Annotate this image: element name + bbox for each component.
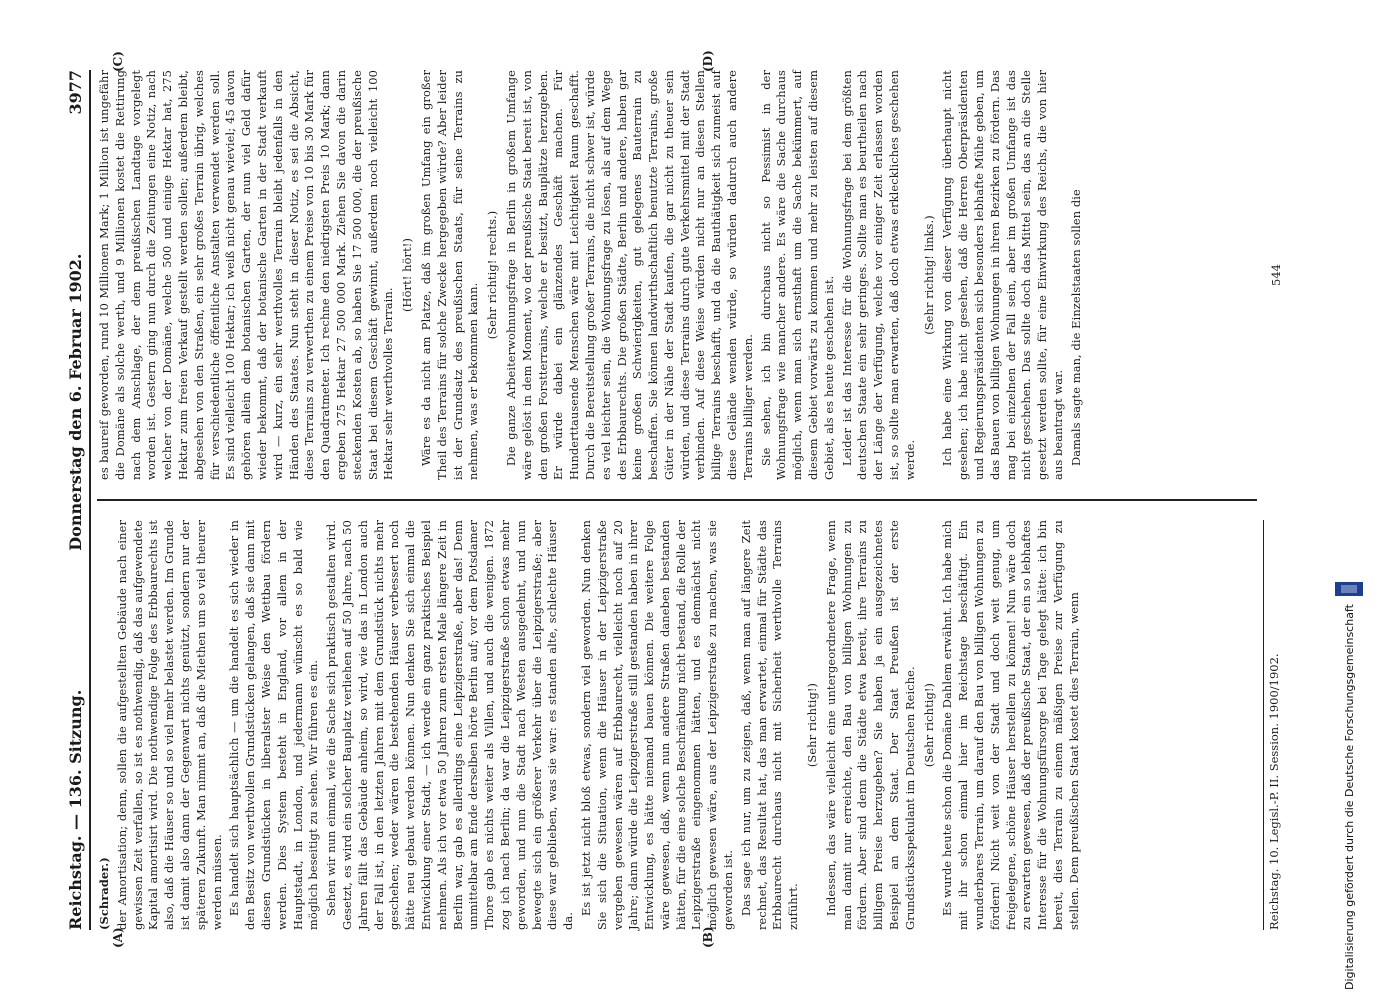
paragraph: Es wurde heute schon die Domäne Dahlem erwähnt. Ich habe mich mit ihr schon einmal hier im Reichstage beschäftigt. Ein wunderbares Terrain, um darauf den Bau von billigen Wohnungen zu fördern! Nicht weit von der Stadt und doch weit genug, um freigelegene, schöne Häuser herstellen zu können! Nun wäre doch zu erwarten gewesen, daß der preußische Staat, der ein so lebhaftes Interesse für die Wohnungsfürsorge bei Tage gelegt hätte: ich bin bereit, dies Terrain zu einem mäßigen Preise zur Verfügung zu stellen. Dem preußischen Staat kostet dies Terrain, wenn: [940, 520, 1081, 930]
signature-number: 544: [1269, 264, 1283, 286]
header-rule: [89, 70, 91, 930]
interjection: (Sehr richtig! links.): [921, 215, 936, 335]
paragraph: Damals sagte man, die Einzelstaaten sollen die: [1068, 189, 1083, 466]
running-header: [63, 70, 85, 930]
right-column: [97, 70, 1087, 480]
header-date: Donnerstag den 6. Februar 1902.: [66, 253, 85, 551]
interjection: (Sehr richtig! rechts.): [485, 210, 500, 340]
page-number: 3977: [66, 70, 85, 115]
margin-marker-b: (B): [701, 926, 715, 948]
footer-session-text: Reichstag. 10. Legisl.-P. II. Session. 1900/1902.: [1267, 653, 1281, 930]
margin-marker-c: (C): [111, 51, 125, 72]
interjection: (Sehr richtig!): [805, 682, 820, 768]
paragraph: Sie sehen, ich bin durchaus nicht so Pessimist in der Wohnungsfrage wie mancher andere. Es wäre die Sache durchaus möglich, wenn man sich ernsthaft um die Sache bekümmert, auf diesem Gebiet vorwärts zu kommen und mehr zu leisten auf diesem Gebiet, als es heute geschehen ist.: [758, 70, 836, 480]
document-page: [41, 50, 1341, 950]
paragraph: der Amortisation; denn, sollen die aufgestellten Gebäude nach einer gewissen Zeit verfallen, so ist es nothwendig, daß das aufgewendete Kapital amortisirt wird. Die nothwendige Folge des Erbbaurechts ist also, daß die Häuser so und so viel mehr belastet werden. Im Grunde ist damit also dann der Gegenwart nichts genützt, sondern nur der späteren Zukunft. Man nimmt an, daß die Miethen um so viel theurer werden müssen.: [114, 520, 224, 930]
footer-session: [1263, 520, 1281, 930]
paragraph: Es ist jetzt nicht bloß etwas, sondern viel geworden. Nun denken Sie sich die Situation, wenn die Häuser in der Leipzigerstraße vergeben gewesen wären auf Erbbaurecht, vielleicht noch auf 20 Jahre; dann würde die Leipzigerstraße still gestanden haben in ihrer Entwicklung, es hätte niemand bauen können. Die weitere Folge wäre gewesen, daß, wenn nun andere Straßen daneben bestanden hätten, für die eine solche Beschränkung nicht bestand, die Rolle der Leipzigerstraße eingenommen hätten, und es demnächst nicht möglich gewesen wäre, aus der Leipzigerstraße zu machen, was sie geworden ist.: [578, 520, 736, 930]
paragraph: Leider ist das Interesse für die Wohnungsfrage bei dem größten deutschen Staate ein sehr geringes. Sollte man es beurtheilen nach der Länge der Verfügung, welche vor einiger Zeit erlassen worden ist, so sollte man erwarten, daß doch etwas erkleckliches geschehen werde.: [839, 70, 917, 480]
paragraph: Sehen wir nun einmal, wie die Sache sich praktisch gestalten wird. Gesetzt, es wird ein solcher Bauplatz verliehen auf 50 Jahre, nach 50 Jahren fällt das Gebäude anheim, so wird, wie das in London auch der Fall ist, in den letzten Jahren mit dem Grundstück nichts mehr geschehen; weder wären die bestehenden Häuser verbessert noch hätte neu gebaut werden können. Nun denken Sie sich einmal die Entwicklung einer Stadt, — ich werde ein ganz praktisches Beispiel nehmen. Als ich vor etwa 50 Jahren zum ersten Male längere Zeit in Berlin war, gab es allerdings eine Leipzigerstraße, aber das! Denn unmittelbar am Ende derselben hörte Berlin auf; vor dem Potsdamer Thore gab es nichts weiter als Villen, und auch die wenigen. 1872 zog ich nach Berlin; da war die Leipzigerstraße schon etwas mehr geworden, und nun die Stadt nach Westen ausgedehnt, und nun bewegte sich ein größerer Verkehr über die Leipzigerstraße; aber diese war geblieben, was sie war: es standen alte, schlechte Häuser da.: [324, 520, 576, 930]
paragraph: Die ganze Arbeiterwohnungsfrage in Berlin in großem Umfange wäre gelöst in dem Moment, wo der preußische Staat bereit ist, von den großen Forstterrains, welche er besitzt, Bauplätze herzugeben. Er würde dabei ein glänzendes Geschäft machen. Für Hunderttausende Menschen wäre mit Leichtigkeit Raum geschafft. Durch die Bereitstellung großer Terrains, die nicht schwer ist, würde es viel leichter sein, die Wohnungsfrage zu lösen, als auf dem Wege des Erbbaurechts. Die großen Städte, Berlin und andere, haben gar keine großen Schwierigkeiten, gut gelegenes Bauterrain zu beschaffen. Sie können landwirthschaftlich benutzte Terrains, große Güter in der Nähe der Stadt kaufen, die gar nicht zu theuer sein würden, und diese Terrains durch gute Verkehrsmittel mit der Stadt verbinden. Auf diese Weise würden nicht nur an diesen Stellen billige Terrains beschafft, und da die Bauthätigkeit sich zumeist auf diese Gelände wenden würde, so würden dadurch auch andere Terrains billiger werden.: [503, 70, 755, 480]
left-column: [97, 520, 1085, 930]
dfg-credit: [1335, 0, 1363, 990]
dfg-logo-icon: [1335, 582, 1363, 596]
speaker-name: (Schrader.): [97, 857, 111, 930]
interjection: (Sehr richtig!): [921, 682, 936, 768]
header-left: Reichstag. — 136. Sitzung.: [66, 689, 85, 930]
paragraph: Indessen, das wäre vielleicht eine untergeordnetere Frage, wenn man damit nur erreichte, den Bau von billigen Wohnungen zu fördern. Aber sind denn die Städte etwa bereit, ihre Terrains zu billigem Preise herzugeben? Sie haben ja ein ausgezeichnetes Beispiel an dem Staat. Der Staat Preußen ist der erste Grundstücksspekulant im Deutschen Reiche.: [823, 520, 917, 930]
margin-marker-a: (A): [111, 927, 125, 948]
interjection: (Hört! hört!): [400, 238, 415, 312]
paragraph: Es handelt sich hauptsächlich — um die handelt es sich wieder in den Besitz von werthvollen Grundstücken gelangen, daß sie dann mit diesen Grundstücken in liberalster Weise den Wettbau fördern werden. Dies System besteht in England, vor allem in der Hauptstadt, in London, und jedermann wünscht es so bald wie möglich beseitigt zu sehen. Wir führen es ein.: [227, 520, 321, 930]
paragraph: Ich habe eine Wirkung von dieser Verfügung überhaupt nicht gesehen; ich habe nicht gesehen, daß die Herren Oberpräsidenten und Regierungspräsidenten sich besonders lebhafte Mühe geben, um das Bauen von billigen Wohnungen in ihren Bezirken zu fördern. Das mag bei einzelnen der Fall sein, aber im großen Umfange ist das nicht geschehen. Das sollte doch das Mittel sein, das an die Stelle gesetzt werden sollte, für eine Einwirkung des Reichs, die von hier aus beantragt war.: [940, 70, 1066, 480]
column-divider: [97, 499, 1257, 501]
paragraph: Das sage ich nur, um zu zeigen, daß, wenn man auf längere Zeit rechnet, das Resultat hat, das man erwartet, einmal für Städte das Erbbaurecht durchaus nicht mit Sicherheit werthvolle Terrains zuführt.: [738, 520, 801, 930]
paragraph: Wäre es da nicht am Platze, daß im großen Umfang ein großer Theil des Terrains für solche Zwecke hergegeben würde? Aber leider ist der Grundsatz des preußischen Staats, für seine Terrains zu nehmen, was er bekommen kann.: [418, 70, 481, 480]
paragraph: es baureif geworden, rund 10 Millionen Mark; 1 Million ist ungefähr die Domäne als solche werth, und 9 Millionen kostet die Rettirung nach dem Anschlage, der dem preußischen Landtage vorgelegt worden ist. Gestern ging nun durch die Zeitungen eine Notiz, nach welcher von der Domäne, welche 500 und einige Hektar hat, 275 Hektar zum freien Verkauf gestellt werden sollen; außerdem bleibt, abgesehen von den Straßen, ein sehr großes Terrain übrig, welches für verschiedentliche öffentliche Anstalten verwendet werden soll. Es sind vielleicht 100 Hektar; ich weiß nicht genau wieviel; 45 davon gehören allein dem botanischen Garten, der nun viel Geld dafür wieder bekommt, daß der botanische Garten in der Stadt verkauft wird — kurz, ein sehr werthvolles Terrain bleibt jedenfalls in den Händen des Staates. Nun steht in dieser Notiz, es sei die Absicht, diese Terrains zu verwerthen zu einem Preise von 10 bis 30 Mark für den Quadratmeter. Ich rechne den niedrigsten Preis 10 Mark; dann ergeben 275 Hektar 27 500 000 Mark. Ziehen Sie davon die darin steckenden Kosten ab, so haben Sie 17 500 000, die der preußische Staat bei diesem Geschäft gewinnt, außerdem noch vielleicht 100 Hektar sehr werthvolles Terrain.: [97, 70, 396, 480]
margin-marker-d: (D): [701, 50, 715, 72]
credit-text: Digitalisierung gefördert durch die Deutsche Forschungsgemeinschaft: [1342, 604, 1356, 990]
footer-rule: [1263, 520, 1264, 930]
